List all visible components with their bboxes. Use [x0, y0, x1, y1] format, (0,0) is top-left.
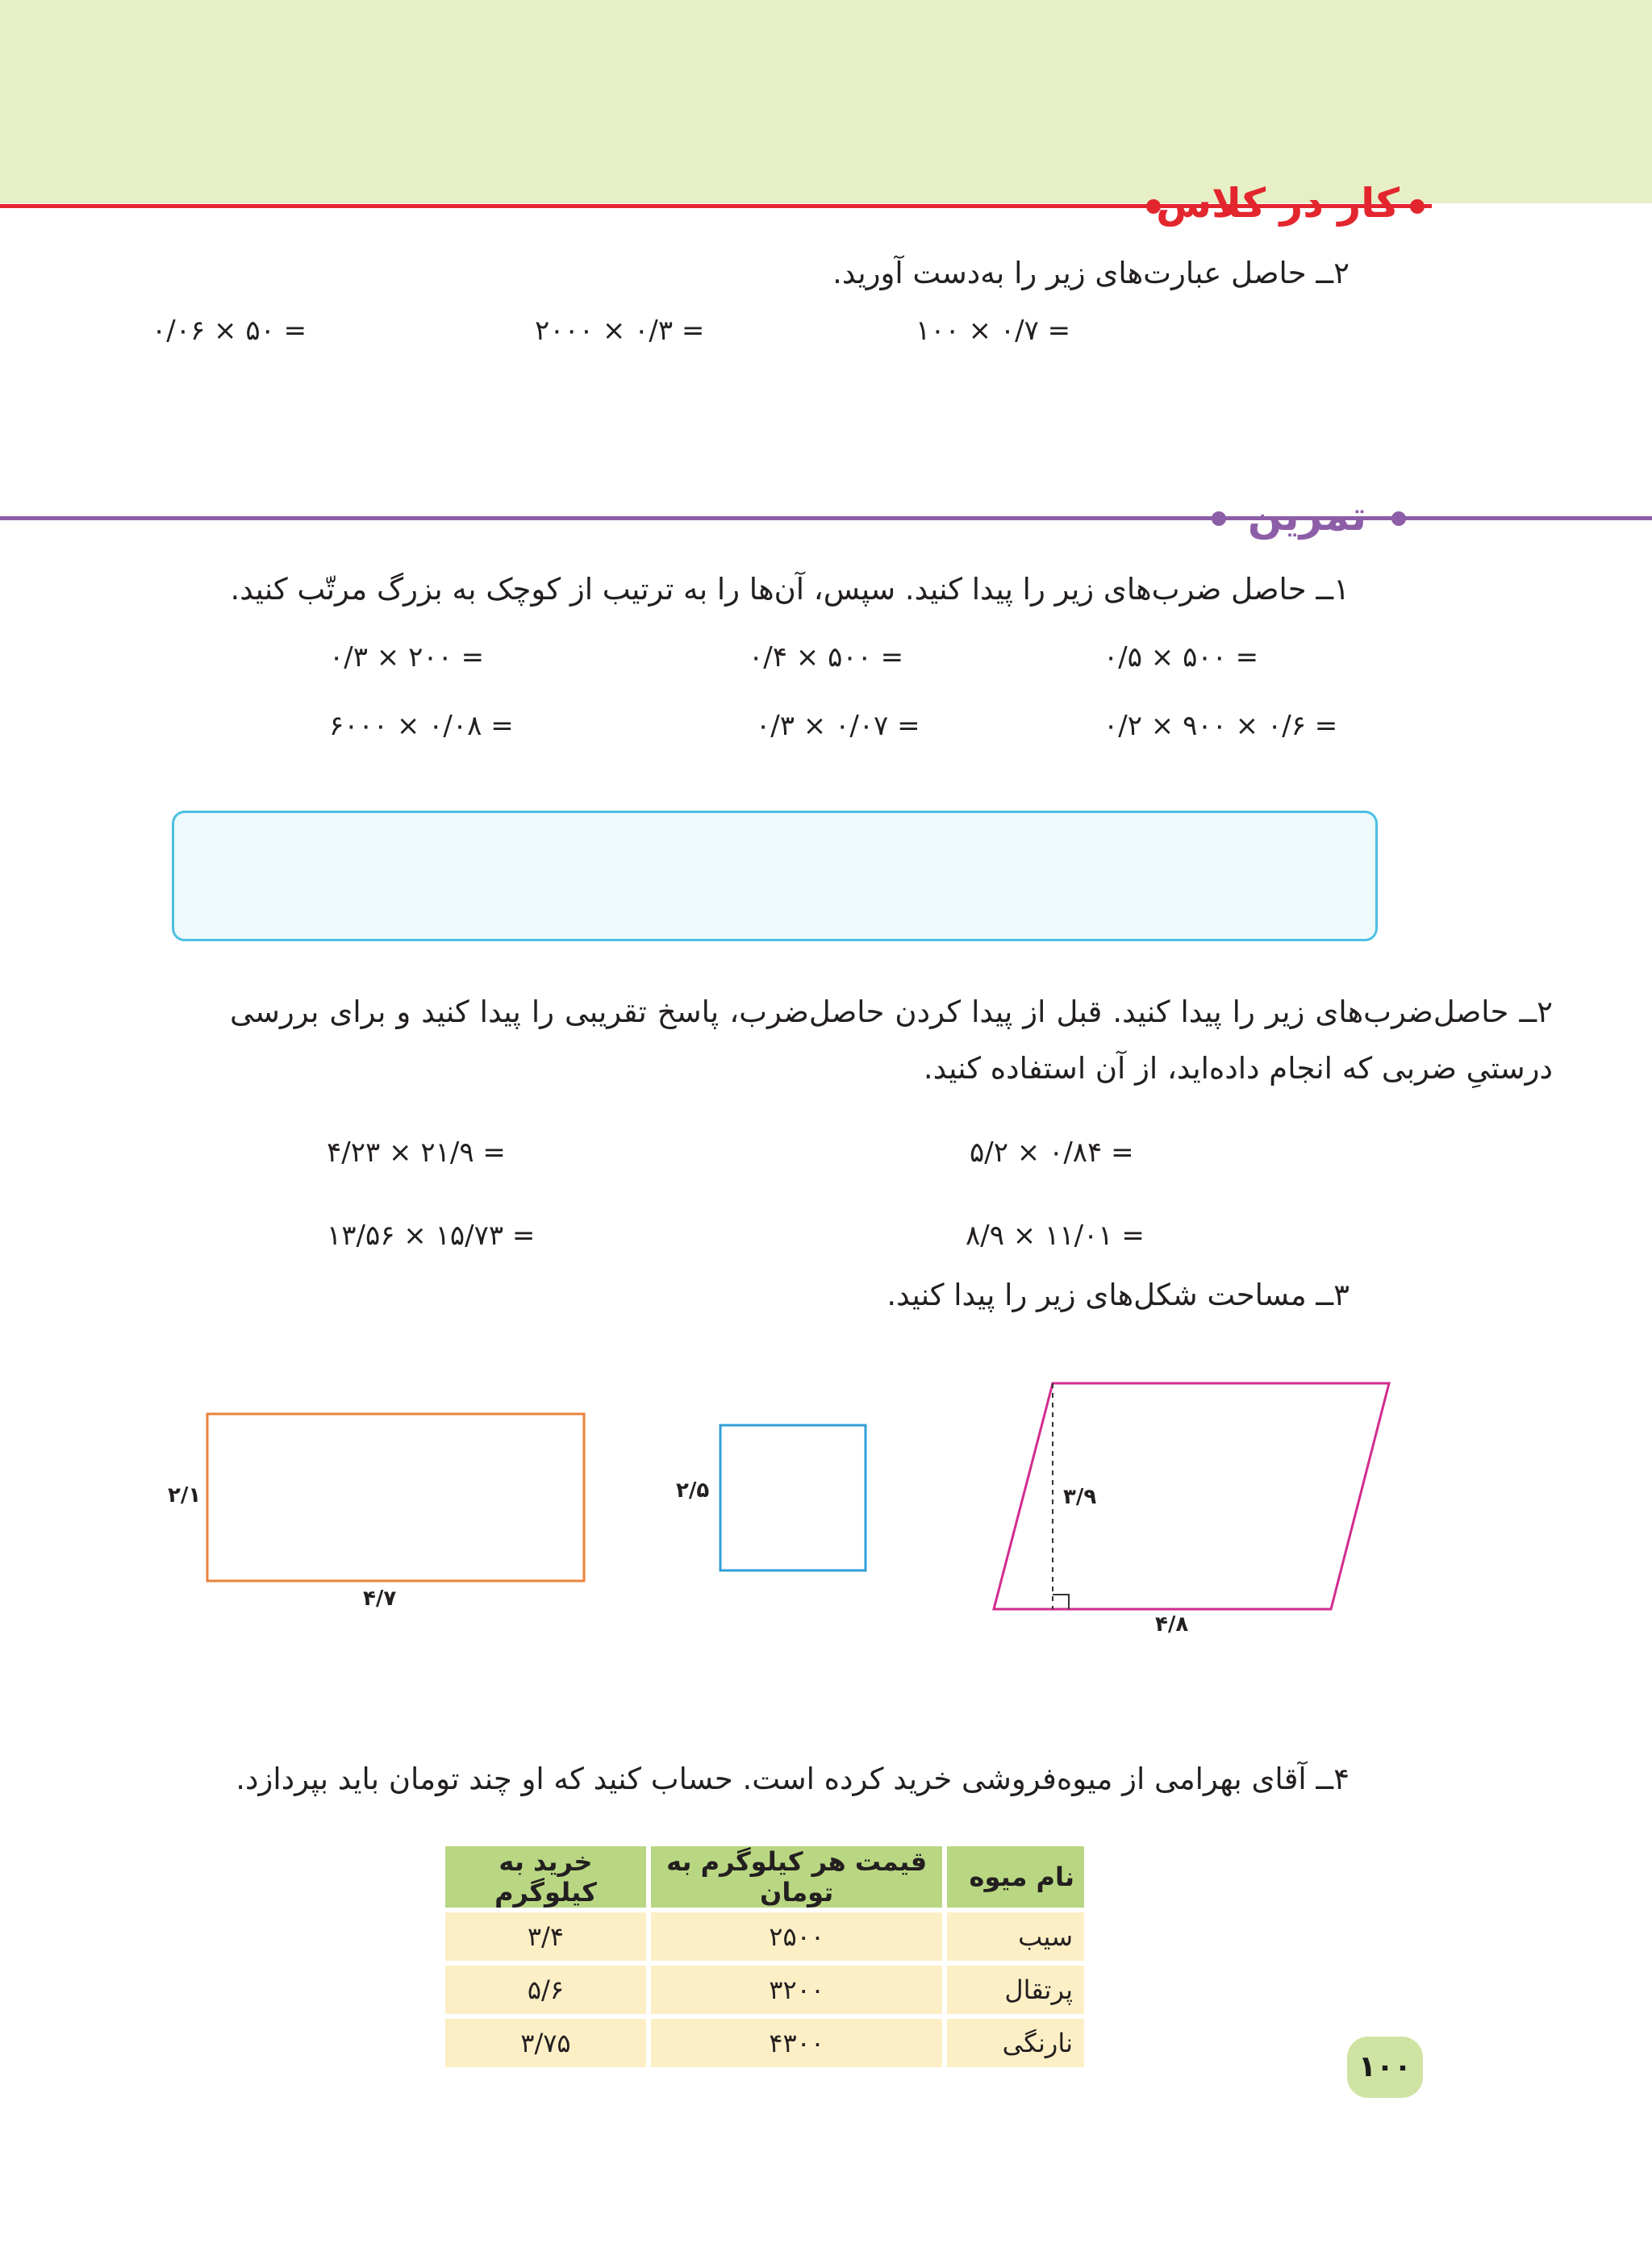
right-angle-mark: [1053, 1595, 1069, 1609]
exercise-q4-text: ۴ــ آقای بهرامی از میوه‌فروشی خرید کرده است. حساب کنید که او چند تومان باید بپردازد.: [236, 1762, 1350, 1796]
top-header-band: [0, 0, 1652, 203]
table-row: [445, 2019, 1084, 2067]
classwork-expr-3: ۰/۰۶ × ۵۰ =: [152, 315, 307, 347]
q1-expr-2: ۰/۴ × ۵۰۰ =: [749, 641, 904, 673]
exercise-dot-left: [1212, 511, 1226, 526]
cell-price: ۴۳۰۰: [651, 2019, 942, 2067]
table-row: [445, 1966, 1084, 2014]
cell-fruit: پرتقال: [947, 1966, 1084, 2014]
q1-expr-6: ۶۰۰۰ × ۰/۰۸ =: [329, 710, 514, 742]
q2-expr-1: ۵/۲ × ۰/۸۴ =: [970, 1136, 1134, 1169]
exercise-title: تمرین: [1247, 493, 1366, 540]
cell-kg: ۳/۷۵: [445, 2019, 646, 2067]
answer-box[interactable]: [172, 811, 1378, 941]
q2-expr-2: ۴/۲۳ × ۲۱/۹ =: [327, 1136, 506, 1169]
exercise-q3-text: ۳ــ مساحت شکل‌های زیر را پیدا کنید.: [886, 1278, 1350, 1312]
exercise-q2-text: ۲ــ حاصل‌ضرب‌های زیر را پیدا کنید. قبل از پیدا کردن حاصل‌ضرب، پاسخ تقریبی را پیدا کنید و برای بررسی درستیِ ضربی که انجام داده‌اید، از آن استفاده کنید.: [230, 995, 1553, 1086]
classwork-dot-right: [1410, 199, 1425, 214]
header-kg: خرید به کیلوگرم: [445, 1846, 646, 1908]
q1-expr-5: ۰/۳ × ۰/۰۷ =: [756, 710, 920, 742]
parallelogram-height-label: ۳/۹: [1063, 1485, 1097, 1509]
page-number: ۱۰۰: [1347, 2037, 1423, 2098]
cell-kg: ۳/۴: [445, 1912, 646, 1961]
parallelogram-base-label: ۴/۸: [1155, 1612, 1189, 1637]
exercise-dot-right: [1391, 511, 1406, 526]
fruit-table: [440, 1841, 1089, 2072]
q2-expr-3: ۸/۹ × ۱۱/۰۱ =: [966, 1220, 1145, 1252]
cell-fruit: سیب: [947, 1912, 1084, 1961]
exercise-q1-text: ۱ــ حاصل ضرب‌های زیر را پیدا کنید. سپس، آن‌ها را به ترتیب از کوچک به بزرگ مرتّب کنید.: [230, 572, 1350, 607]
classwork-expr-1: ۱۰۰ × ۰/۷ =: [916, 315, 1071, 347]
square-shape: [720, 1425, 866, 1570]
rectangle-width-label: ۲/۱: [168, 1483, 202, 1507]
q1-expr-3: ۰/۳ × ۲۰۰ =: [329, 641, 485, 673]
table-header-row: [445, 1846, 1084, 1908]
classwork-title: کار در کلاس: [1156, 180, 1400, 227]
rectangle-length-label: ۴/۷: [363, 1587, 397, 1611]
rectangle-shape: [207, 1414, 584, 1581]
q2-expr-4: ۱۳/۵۶ × ۱۵/۷۳ =: [327, 1220, 536, 1252]
shapes-figure: [0, 1363, 1652, 1645]
q1-expr-1: ۰/۵ × ۵۰۰ =: [1103, 641, 1259, 673]
table-row: [445, 1912, 1084, 1961]
cell-price: ۳۲۰۰: [651, 1966, 942, 2014]
header-price: قیمت هر کیلوگرم به تومان: [651, 1846, 942, 1908]
header-fruit-name: نام میوه: [947, 1846, 1084, 1908]
cell-fruit: نارنگی: [947, 2019, 1084, 2067]
q1-expr-4: ۰/۲ × ۹۰۰ × ۰/۶ =: [1103, 710, 1338, 742]
cell-kg: ۵/۶: [445, 1966, 646, 2014]
square-side-label: ۲/۵: [676, 1478, 710, 1503]
classwork-expr-2: ۲۰۰۰ × ۰/۳ =: [535, 315, 705, 347]
classwork-q2-text: ۲ــ حاصل عبارت‌های زیر را به‌دست آورید.: [832, 256, 1350, 290]
cell-price: ۲۵۰۰: [651, 1912, 942, 1961]
